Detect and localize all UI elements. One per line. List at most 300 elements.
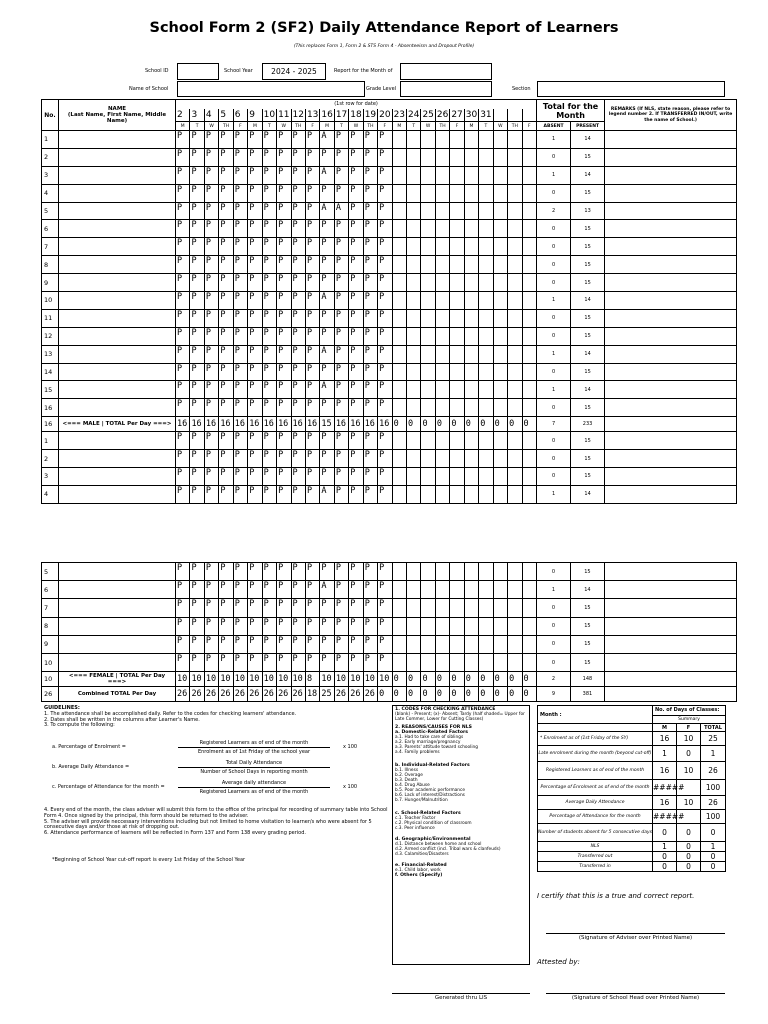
attendance-mark[interactable] bbox=[479, 432, 493, 450]
attendance-mark[interactable] bbox=[392, 399, 406, 417]
attendance-mark[interactable]: P bbox=[305, 309, 319, 327]
attendance-mark[interactable] bbox=[522, 184, 537, 202]
attendance-mark[interactable] bbox=[479, 617, 493, 635]
attendance-mark[interactable] bbox=[392, 256, 406, 274]
attendance-mark[interactable]: P bbox=[248, 432, 262, 450]
attendance-mark[interactable]: P bbox=[305, 166, 319, 184]
attendance-mark[interactable]: P bbox=[190, 399, 204, 417]
attendance-mark[interactable] bbox=[479, 256, 493, 274]
section-field[interactable] bbox=[537, 81, 725, 97]
attendance-mark[interactable]: P bbox=[190, 309, 204, 327]
attendance-mark[interactable]: P bbox=[291, 220, 305, 238]
attendance-mark[interactable] bbox=[421, 485, 435, 503]
learner-name-cell[interactable] bbox=[59, 148, 176, 166]
attendance-mark[interactable] bbox=[522, 256, 537, 274]
attendance-mark[interactable] bbox=[392, 166, 406, 184]
attendance-mark[interactable]: P bbox=[349, 202, 363, 220]
attendance-mark[interactable]: A bbox=[320, 345, 334, 363]
learner-name-cell[interactable] bbox=[59, 432, 176, 450]
attendance-mark[interactable] bbox=[508, 363, 522, 381]
attendance-mark[interactable]: P bbox=[378, 256, 392, 274]
attendance-mark[interactable] bbox=[493, 220, 507, 238]
attendance-mark[interactable]: P bbox=[190, 450, 204, 468]
attendance-mark[interactable]: P bbox=[291, 363, 305, 381]
attendance-mark[interactable]: P bbox=[219, 256, 233, 274]
learner-name-cell[interactable] bbox=[59, 563, 176, 581]
attendance-mark[interactable]: P bbox=[277, 274, 291, 292]
attendance-mark[interactable]: P bbox=[248, 274, 262, 292]
attendance-mark[interactable] bbox=[421, 345, 435, 363]
attendance-mark[interactable] bbox=[464, 599, 478, 617]
attendance-mark[interactable]: P bbox=[248, 599, 262, 617]
attendance-mark[interactable] bbox=[421, 309, 435, 327]
attendance-mark[interactable]: P bbox=[291, 238, 305, 256]
remarks-cell[interactable] bbox=[604, 653, 736, 671]
attendance-mark[interactable]: P bbox=[378, 148, 392, 166]
attendance-mark[interactable]: P bbox=[176, 363, 190, 381]
attendance-mark[interactable]: P bbox=[320, 635, 334, 653]
attendance-mark[interactable]: P bbox=[204, 635, 218, 653]
attendance-mark[interactable]: P bbox=[233, 363, 247, 381]
attendance-mark[interactable] bbox=[508, 653, 522, 671]
attendance-mark[interactable]: P bbox=[378, 345, 392, 363]
attendance-mark[interactable] bbox=[421, 381, 435, 399]
attendance-mark[interactable] bbox=[421, 581, 435, 599]
attendance-mark[interactable] bbox=[493, 563, 507, 581]
attendance-mark[interactable]: P bbox=[334, 220, 348, 238]
attendance-mark[interactable]: P bbox=[204, 184, 218, 202]
attendance-mark[interactable]: P bbox=[190, 148, 204, 166]
attendance-mark[interactable] bbox=[464, 148, 478, 166]
attendance-mark[interactable]: P bbox=[204, 274, 218, 292]
attendance-mark[interactable]: P bbox=[204, 363, 218, 381]
attendance-mark[interactable]: P bbox=[334, 635, 348, 653]
attendance-mark[interactable] bbox=[435, 184, 449, 202]
attendance-mark[interactable] bbox=[479, 202, 493, 220]
attendance-mark[interactable]: P bbox=[305, 274, 319, 292]
attendance-mark[interactable]: P bbox=[219, 485, 233, 503]
attendance-mark[interactable] bbox=[421, 131, 435, 149]
attendance-mark[interactable]: P bbox=[378, 399, 392, 417]
attendance-mark[interactable]: P bbox=[219, 131, 233, 149]
attendance-mark[interactable]: P bbox=[334, 309, 348, 327]
remarks-cell[interactable] bbox=[605, 468, 737, 486]
attendance-mark[interactable]: P bbox=[363, 345, 377, 363]
attendance-mark[interactable] bbox=[450, 327, 464, 345]
attendance-mark[interactable]: P bbox=[363, 581, 377, 599]
attendance-mark[interactable]: P bbox=[334, 184, 348, 202]
attendance-mark[interactable] bbox=[450, 432, 464, 450]
attendance-mark[interactable]: P bbox=[378, 327, 392, 345]
attendance-mark[interactable]: P bbox=[305, 184, 319, 202]
attendance-mark[interactable]: P bbox=[248, 617, 262, 635]
attendance-mark[interactable]: P bbox=[248, 345, 262, 363]
attendance-mark[interactable]: P bbox=[176, 381, 190, 399]
attendance-mark[interactable] bbox=[508, 432, 522, 450]
remarks-cell[interactable] bbox=[605, 202, 737, 220]
attendance-mark[interactable]: P bbox=[233, 432, 247, 450]
attendance-mark[interactable] bbox=[450, 450, 464, 468]
attendance-mark[interactable]: P bbox=[248, 399, 262, 417]
attendance-mark[interactable]: P bbox=[262, 617, 276, 635]
attendance-mark[interactable]: P bbox=[176, 468, 190, 486]
attendance-mark[interactable]: P bbox=[262, 131, 276, 149]
attendance-mark[interactable] bbox=[493, 256, 507, 274]
attendance-mark[interactable]: P bbox=[334, 563, 348, 581]
attendance-mark[interactable]: P bbox=[349, 184, 363, 202]
attendance-mark[interactable] bbox=[435, 345, 449, 363]
attendance-mark[interactable] bbox=[493, 599, 507, 617]
attendance-mark[interactable] bbox=[450, 256, 464, 274]
learner-name-cell[interactable] bbox=[59, 184, 176, 202]
attendance-mark[interactable] bbox=[421, 599, 435, 617]
attendance-mark[interactable]: P bbox=[233, 485, 247, 503]
attendance-mark[interactable]: P bbox=[291, 345, 305, 363]
attendance-mark[interactable]: P bbox=[378, 381, 392, 399]
remarks-cell[interactable] bbox=[604, 599, 736, 617]
attendance-mark[interactable]: P bbox=[363, 220, 377, 238]
attendance-mark[interactable]: P bbox=[176, 166, 190, 184]
attendance-mark[interactable]: P bbox=[176, 432, 190, 450]
attendance-mark[interactable]: P bbox=[334, 363, 348, 381]
attendance-mark[interactable]: P bbox=[334, 238, 348, 256]
attendance-mark[interactable]: P bbox=[219, 450, 233, 468]
attendance-mark[interactable]: P bbox=[204, 399, 218, 417]
attendance-mark[interactable]: P bbox=[291, 166, 305, 184]
attendance-mark[interactable] bbox=[493, 617, 507, 635]
attendance-mark[interactable]: P bbox=[277, 485, 291, 503]
attendance-mark[interactable]: P bbox=[277, 581, 291, 599]
attendance-mark[interactable]: A bbox=[320, 292, 334, 310]
attendance-mark[interactable]: P bbox=[334, 131, 348, 149]
attendance-mark[interactable] bbox=[493, 345, 507, 363]
attendance-mark[interactable] bbox=[493, 327, 507, 345]
attendance-mark[interactable]: P bbox=[262, 274, 276, 292]
attendance-mark[interactable]: P bbox=[320, 327, 334, 345]
attendance-mark[interactable] bbox=[407, 220, 421, 238]
attendance-mark[interactable]: P bbox=[378, 599, 392, 617]
attendance-mark[interactable]: P bbox=[305, 653, 319, 671]
attendance-mark[interactable]: P bbox=[190, 327, 204, 345]
attendance-mark[interactable]: P bbox=[277, 381, 291, 399]
attendance-mark[interactable] bbox=[508, 309, 522, 327]
attendance-mark[interactable] bbox=[479, 327, 493, 345]
remarks-cell[interactable] bbox=[605, 274, 737, 292]
attendance-mark[interactable]: P bbox=[334, 468, 348, 486]
attendance-mark[interactable]: P bbox=[334, 327, 348, 345]
attendance-mark[interactable] bbox=[407, 485, 421, 503]
attendance-mark[interactable]: P bbox=[176, 450, 190, 468]
attendance-mark[interactable]: P bbox=[363, 468, 377, 486]
attendance-mark[interactable] bbox=[493, 238, 507, 256]
attendance-mark[interactable]: P bbox=[248, 184, 262, 202]
attendance-mark[interactable] bbox=[522, 468, 537, 486]
attendance-mark[interactable]: P bbox=[349, 563, 363, 581]
attendance-mark[interactable]: P bbox=[349, 450, 363, 468]
attendance-mark[interactable] bbox=[522, 166, 537, 184]
attendance-mark[interactable]: P bbox=[363, 363, 377, 381]
attendance-mark[interactable]: P bbox=[248, 166, 262, 184]
attendance-mark[interactable]: P bbox=[349, 432, 363, 450]
attendance-mark[interactable]: P bbox=[262, 166, 276, 184]
attendance-mark[interactable] bbox=[522, 563, 536, 581]
attendance-mark[interactable] bbox=[522, 309, 537, 327]
attendance-mark[interactable] bbox=[435, 327, 449, 345]
attendance-mark[interactable] bbox=[407, 202, 421, 220]
attendance-mark[interactable]: P bbox=[334, 485, 348, 503]
attendance-mark[interactable] bbox=[392, 432, 406, 450]
learner-name-cell[interactable] bbox=[59, 617, 176, 635]
attendance-mark[interactable]: P bbox=[305, 599, 319, 617]
attendance-mark[interactable]: P bbox=[248, 450, 262, 468]
school-name-field[interactable] bbox=[177, 81, 365, 97]
attendance-mark[interactable]: P bbox=[277, 399, 291, 417]
attendance-mark[interactable]: P bbox=[262, 599, 276, 617]
attendance-mark[interactable] bbox=[508, 256, 522, 274]
attendance-mark[interactable]: P bbox=[219, 238, 233, 256]
attendance-mark[interactable] bbox=[508, 635, 522, 653]
attendance-mark[interactable] bbox=[435, 450, 449, 468]
attendance-mark[interactable]: P bbox=[233, 599, 247, 617]
attendance-mark[interactable]: P bbox=[233, 292, 247, 310]
attendance-mark[interactable]: P bbox=[320, 309, 334, 327]
attendance-mark[interactable] bbox=[392, 202, 406, 220]
school-id-field[interactable] bbox=[177, 63, 219, 80]
attendance-mark[interactable] bbox=[508, 202, 522, 220]
attendance-mark[interactable]: P bbox=[363, 238, 377, 256]
attendance-mark[interactable]: P bbox=[363, 635, 377, 653]
attendance-mark[interactable]: P bbox=[219, 563, 233, 581]
attendance-mark[interactable] bbox=[493, 381, 507, 399]
attendance-mark[interactable]: P bbox=[233, 635, 247, 653]
attendance-mark[interactable] bbox=[508, 220, 522, 238]
attendance-mark[interactable]: P bbox=[363, 327, 377, 345]
attendance-mark[interactable]: P bbox=[204, 653, 218, 671]
attendance-mark[interactable] bbox=[435, 363, 449, 381]
attendance-mark[interactable] bbox=[479, 309, 493, 327]
attendance-mark[interactable]: P bbox=[349, 617, 363, 635]
attendance-mark[interactable] bbox=[464, 256, 478, 274]
attendance-mark[interactable] bbox=[421, 363, 435, 381]
attendance-mark[interactable]: P bbox=[248, 381, 262, 399]
learner-name-cell[interactable] bbox=[59, 292, 176, 310]
attendance-mark[interactable] bbox=[435, 563, 449, 581]
attendance-mark[interactable] bbox=[392, 327, 406, 345]
attendance-mark[interactable] bbox=[493, 184, 507, 202]
attendance-mark[interactable]: P bbox=[291, 563, 305, 581]
attendance-mark[interactable] bbox=[407, 327, 421, 345]
attendance-mark[interactable]: P bbox=[219, 292, 233, 310]
attendance-mark[interactable]: P bbox=[305, 581, 319, 599]
attendance-mark[interactable]: P bbox=[277, 563, 291, 581]
attendance-mark[interactable]: P bbox=[176, 131, 190, 149]
attendance-mark[interactable] bbox=[508, 131, 522, 149]
attendance-mark[interactable]: P bbox=[363, 184, 377, 202]
attendance-mark[interactable] bbox=[479, 635, 493, 653]
attendance-mark[interactable]: P bbox=[233, 345, 247, 363]
attendance-mark[interactable]: P bbox=[190, 184, 204, 202]
attendance-mark[interactable]: P bbox=[378, 238, 392, 256]
attendance-mark[interactable] bbox=[392, 184, 406, 202]
attendance-mark[interactable] bbox=[522, 274, 537, 292]
attendance-mark[interactable]: P bbox=[233, 238, 247, 256]
attendance-mark[interactable] bbox=[450, 292, 464, 310]
attendance-mark[interactable] bbox=[493, 148, 507, 166]
attendance-mark[interactable] bbox=[421, 202, 435, 220]
attendance-mark[interactable]: P bbox=[233, 256, 247, 274]
attendance-mark[interactable]: P bbox=[349, 131, 363, 149]
attendance-mark[interactable] bbox=[522, 399, 537, 417]
attendance-mark[interactable] bbox=[421, 635, 435, 653]
attendance-mark[interactable]: P bbox=[363, 432, 377, 450]
learner-name-cell[interactable] bbox=[59, 468, 176, 486]
attendance-mark[interactable] bbox=[522, 131, 537, 149]
attendance-mark[interactable]: P bbox=[262, 432, 276, 450]
attendance-mark[interactable]: P bbox=[248, 363, 262, 381]
attendance-mark[interactable]: A bbox=[320, 131, 334, 149]
learner-name-cell[interactable] bbox=[59, 309, 176, 327]
attendance-mark[interactable] bbox=[450, 274, 464, 292]
attendance-mark[interactable] bbox=[392, 148, 406, 166]
attendance-mark[interactable] bbox=[392, 274, 406, 292]
attendance-mark[interactable] bbox=[464, 485, 478, 503]
attendance-mark[interactable] bbox=[407, 309, 421, 327]
attendance-mark[interactable]: P bbox=[320, 148, 334, 166]
attendance-mark[interactable]: P bbox=[320, 256, 334, 274]
attendance-mark[interactable] bbox=[421, 166, 435, 184]
attendance-mark[interactable] bbox=[508, 274, 522, 292]
attendance-mark[interactable]: P bbox=[262, 238, 276, 256]
attendance-mark[interactable]: P bbox=[334, 292, 348, 310]
attendance-mark[interactable]: A bbox=[320, 381, 334, 399]
learner-name-cell[interactable] bbox=[59, 131, 176, 149]
attendance-mark[interactable] bbox=[522, 635, 536, 653]
attendance-mark[interactable] bbox=[435, 166, 449, 184]
attendance-mark[interactable]: P bbox=[334, 381, 348, 399]
attendance-mark[interactable] bbox=[464, 292, 478, 310]
attendance-mark[interactable]: P bbox=[190, 432, 204, 450]
attendance-mark[interactable]: P bbox=[176, 485, 190, 503]
attendance-mark[interactable] bbox=[479, 581, 493, 599]
learner-name-cell[interactable] bbox=[59, 274, 176, 292]
attendance-mark[interactable] bbox=[450, 635, 464, 653]
attendance-mark[interactable] bbox=[464, 274, 478, 292]
attendance-mark[interactable]: P bbox=[320, 432, 334, 450]
attendance-mark[interactable]: A bbox=[320, 202, 334, 220]
attendance-mark[interactable] bbox=[392, 581, 406, 599]
attendance-mark[interactable]: P bbox=[291, 399, 305, 417]
attendance-mark[interactable] bbox=[435, 202, 449, 220]
attendance-mark[interactable] bbox=[479, 381, 493, 399]
attendance-mark[interactable]: P bbox=[277, 238, 291, 256]
attendance-mark[interactable] bbox=[479, 599, 493, 617]
attendance-mark[interactable]: P bbox=[363, 399, 377, 417]
attendance-mark[interactable]: A bbox=[320, 485, 334, 503]
attendance-mark[interactable]: P bbox=[176, 256, 190, 274]
attendance-mark[interactable]: P bbox=[378, 363, 392, 381]
attendance-mark[interactable]: P bbox=[305, 131, 319, 149]
attendance-mark[interactable] bbox=[421, 432, 435, 450]
attendance-mark[interactable] bbox=[407, 468, 421, 486]
attendance-mark[interactable]: P bbox=[277, 220, 291, 238]
attendance-mark[interactable] bbox=[508, 581, 522, 599]
attendance-mark[interactable]: P bbox=[233, 309, 247, 327]
attendance-mark[interactable]: P bbox=[305, 381, 319, 399]
attendance-mark[interactable]: P bbox=[233, 381, 247, 399]
attendance-mark[interactable]: P bbox=[204, 450, 218, 468]
attendance-mark[interactable]: P bbox=[248, 327, 262, 345]
attendance-mark[interactable]: P bbox=[305, 256, 319, 274]
attendance-mark[interactable]: P bbox=[378, 131, 392, 149]
learner-name-cell[interactable] bbox=[59, 238, 176, 256]
attendance-mark[interactable]: P bbox=[349, 292, 363, 310]
attendance-mark[interactable] bbox=[407, 292, 421, 310]
attendance-mark[interactable] bbox=[493, 432, 507, 450]
attendance-mark[interactable] bbox=[435, 148, 449, 166]
attendance-mark[interactable]: P bbox=[262, 345, 276, 363]
attendance-mark[interactable]: P bbox=[349, 256, 363, 274]
attendance-mark[interactable] bbox=[450, 617, 464, 635]
attendance-mark[interactable]: P bbox=[190, 220, 204, 238]
remarks-cell[interactable] bbox=[605, 256, 737, 274]
attendance-mark[interactable]: P bbox=[176, 202, 190, 220]
attendance-mark[interactable]: P bbox=[262, 485, 276, 503]
attendance-mark[interactable]: P bbox=[190, 653, 204, 671]
remarks-cell[interactable] bbox=[605, 220, 737, 238]
attendance-mark[interactable]: P bbox=[248, 238, 262, 256]
attendance-mark[interactable]: P bbox=[378, 468, 392, 486]
attendance-mark[interactable]: P bbox=[363, 485, 377, 503]
attendance-mark[interactable] bbox=[421, 274, 435, 292]
attendance-mark[interactable] bbox=[435, 238, 449, 256]
attendance-mark[interactable]: P bbox=[190, 485, 204, 503]
attendance-mark[interactable]: P bbox=[176, 635, 190, 653]
remarks-cell[interactable] bbox=[605, 345, 737, 363]
attendance-mark[interactable]: P bbox=[219, 468, 233, 486]
attendance-mark[interactable]: P bbox=[378, 563, 392, 581]
attendance-mark[interactable] bbox=[421, 617, 435, 635]
attendance-mark[interactable] bbox=[479, 292, 493, 310]
attendance-mark[interactable]: P bbox=[378, 581, 392, 599]
attendance-mark[interactable] bbox=[522, 432, 537, 450]
attendance-mark[interactable]: P bbox=[291, 485, 305, 503]
attendance-mark[interactable]: P bbox=[262, 399, 276, 417]
attendance-mark[interactable]: P bbox=[320, 599, 334, 617]
attendance-mark[interactable]: P bbox=[262, 381, 276, 399]
attendance-mark[interactable] bbox=[421, 399, 435, 417]
attendance-mark[interactable] bbox=[508, 148, 522, 166]
attendance-mark[interactable]: P bbox=[176, 581, 190, 599]
attendance-mark[interactable] bbox=[435, 432, 449, 450]
attendance-mark[interactable] bbox=[479, 131, 493, 149]
attendance-mark[interactable] bbox=[435, 292, 449, 310]
attendance-mark[interactable]: P bbox=[219, 599, 233, 617]
attendance-mark[interactable]: P bbox=[320, 184, 334, 202]
attendance-mark[interactable]: P bbox=[204, 617, 218, 635]
attendance-mark[interactable]: P bbox=[262, 202, 276, 220]
attendance-mark[interactable]: P bbox=[233, 184, 247, 202]
attendance-mark[interactable]: P bbox=[248, 131, 262, 149]
attendance-mark[interactable] bbox=[493, 131, 507, 149]
attendance-mark[interactable]: P bbox=[277, 256, 291, 274]
attendance-mark[interactable] bbox=[450, 563, 464, 581]
attendance-mark[interactable] bbox=[508, 485, 522, 503]
attendance-mark[interactable]: P bbox=[233, 653, 247, 671]
attendance-mark[interactable] bbox=[479, 399, 493, 417]
attendance-mark[interactable]: P bbox=[219, 363, 233, 381]
attendance-mark[interactable] bbox=[407, 148, 421, 166]
attendance-mark[interactable]: P bbox=[277, 363, 291, 381]
